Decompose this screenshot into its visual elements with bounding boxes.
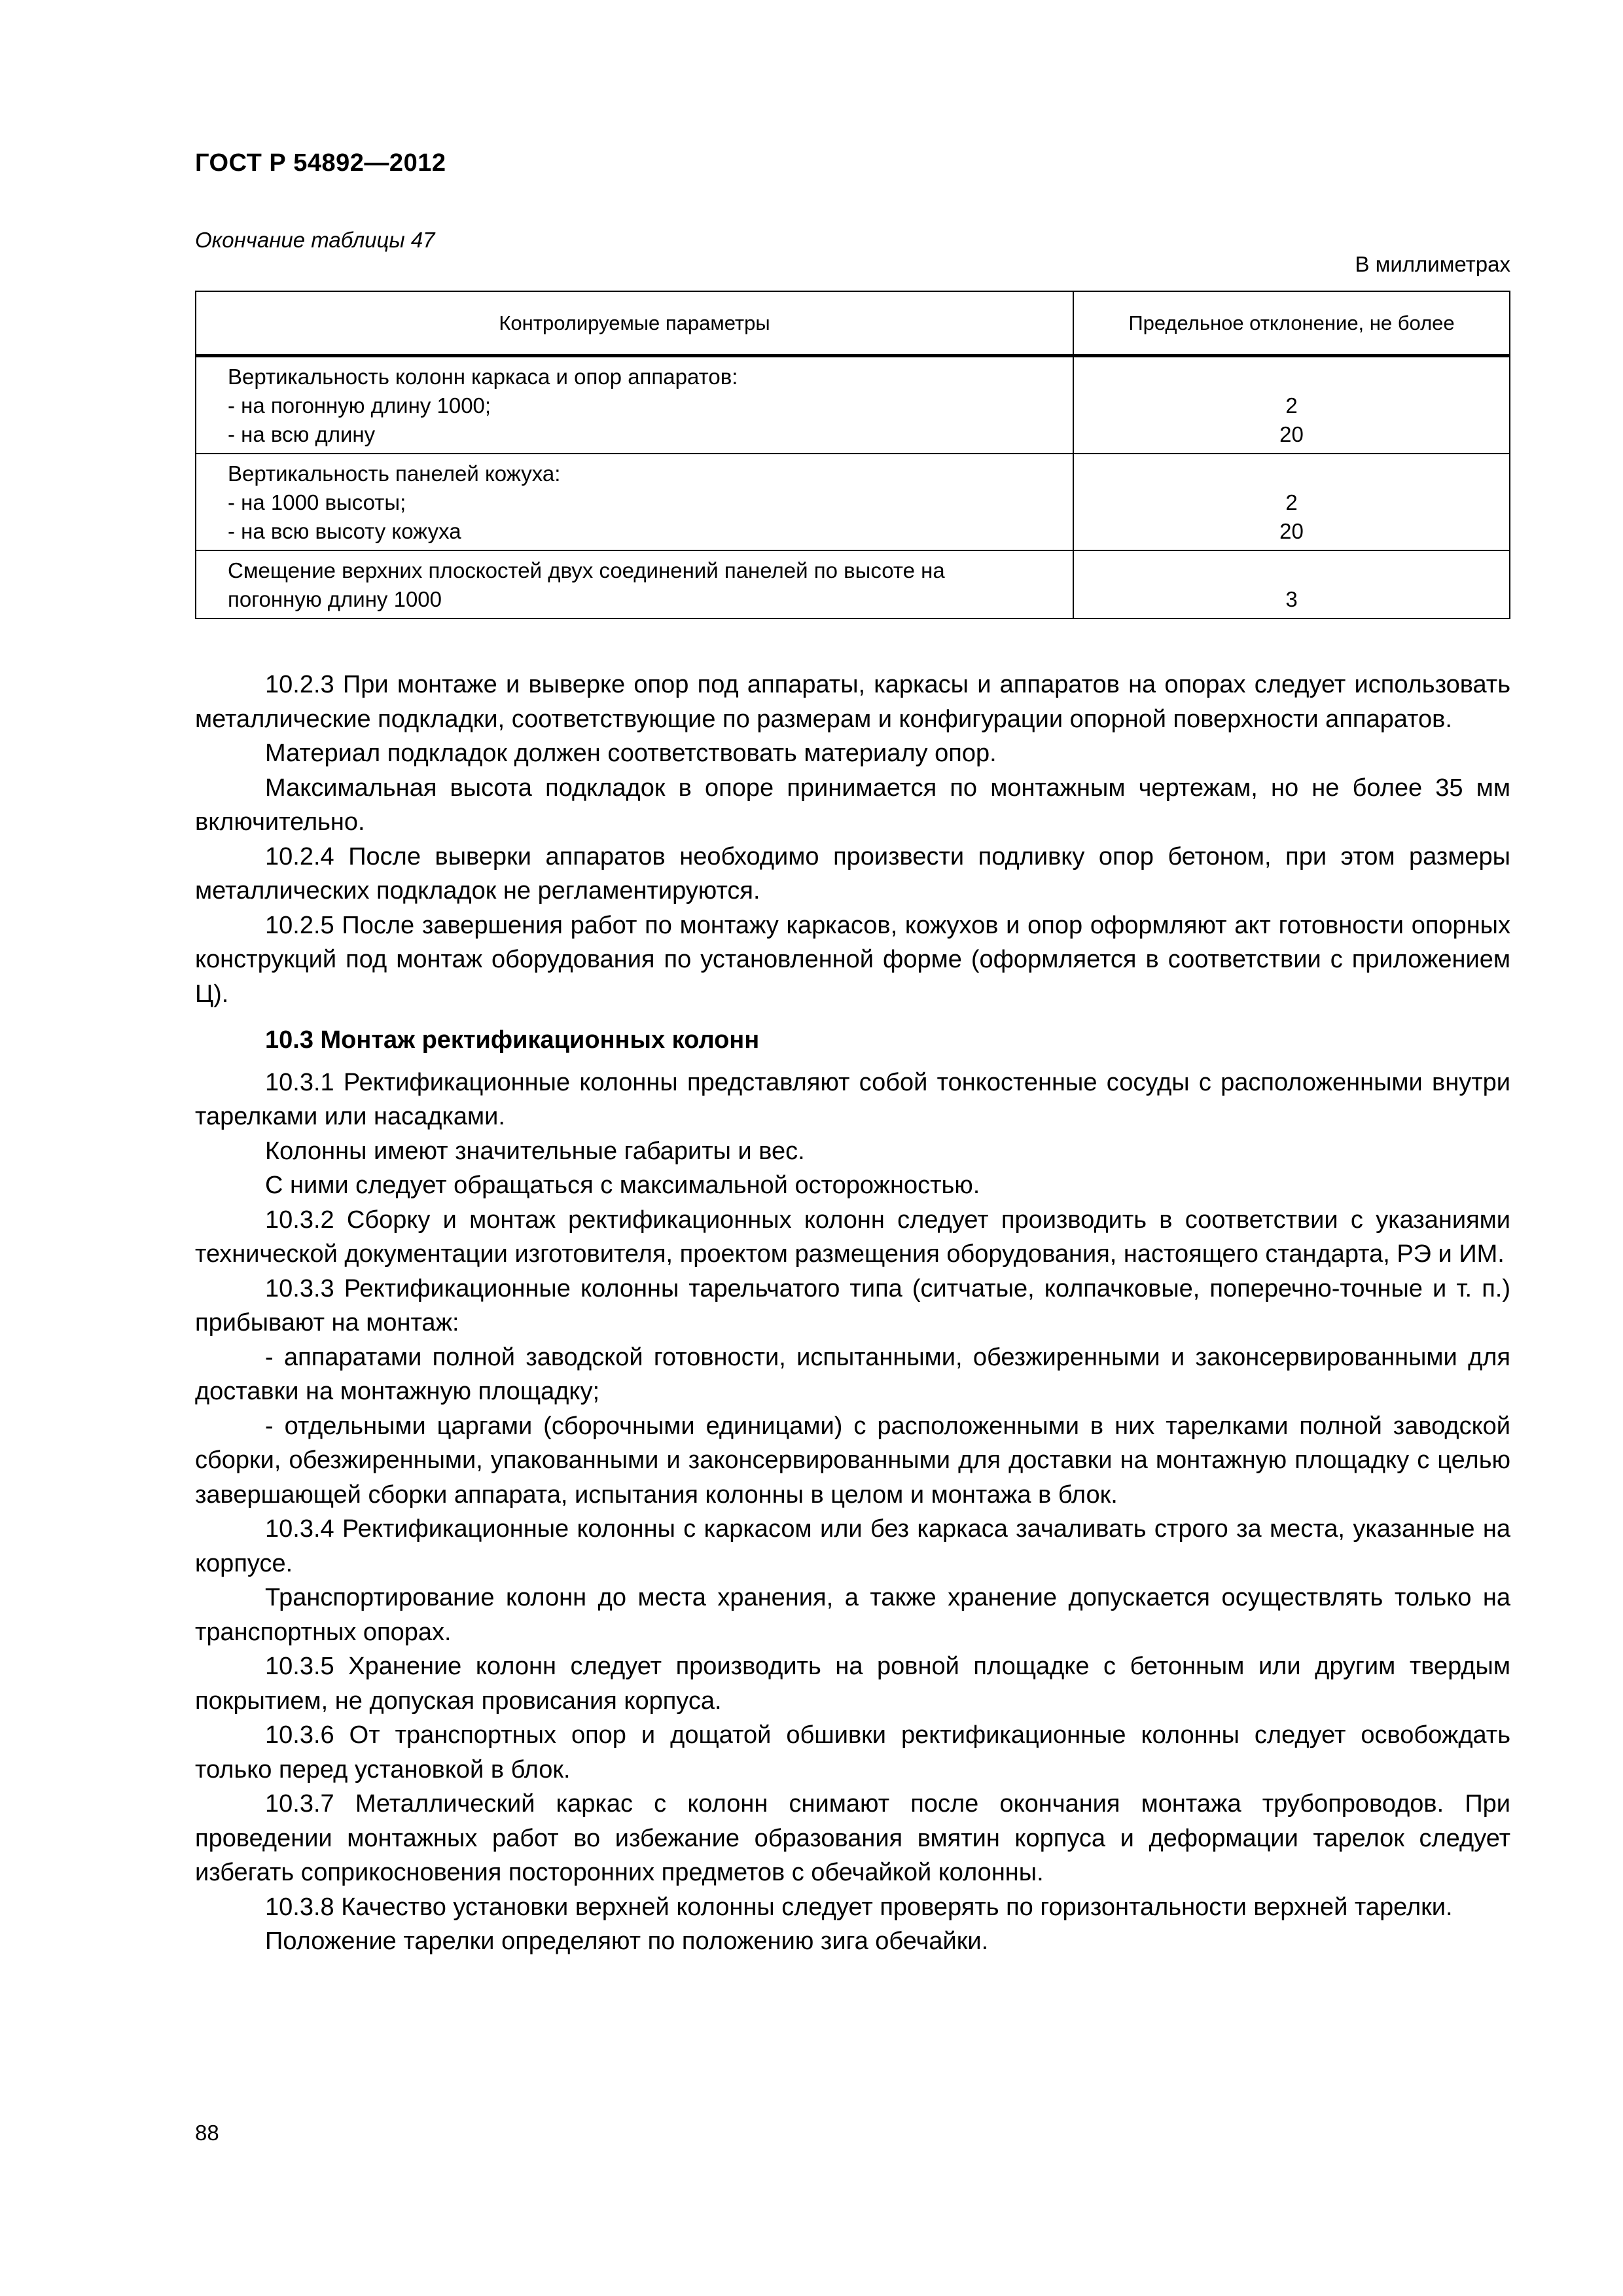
paragraph: 10.3.1 Ректификационные колонны представляют собой тонкостенные сосуды с расположенными внутри тарелками или насадками. (195, 1068, 1510, 1130)
tolerance-line (1074, 459, 1509, 488)
table-header-row (196, 291, 1510, 356)
parameter-cell (196, 454, 1073, 550)
table-row (196, 550, 1510, 619)
tolerance-table (195, 291, 1510, 619)
body-text (195, 668, 1510, 1959)
tolerance-line: 20 (1279, 519, 1304, 543)
paragraph: Материал подкладок должен соответствовать материалу опор. (265, 740, 997, 767)
column-header-parameters: Контролируемые параметры (196, 291, 1073, 356)
column-header-tolerance: Предельное отклонение, не более (1073, 291, 1510, 356)
table-row (196, 356, 1510, 454)
paragraph: 10.3.3 Ректификационные колонны тарельчатого типа (ситчатые, колпачковые, поперечно-точные и т. п.) прибывают на монтаж: (195, 1274, 1510, 1336)
paragraph: 10.3.2 Сборку и монтаж ректификационных колонн следует производить в соответствии с указаниями технической документации изготовителя, проектом размещения оборудования, настоящего стандарта, РЭ и ИМ. (195, 1206, 1510, 1268)
tolerance-line (1074, 556, 1509, 585)
paragraph: - отдельными царгами (сборочными единицами) с расположенными в них тарелками полной заводской сборки, обезжиренными, упакованными и законсервированными для доставки на монтажную площадку с целью завершающей сборки аппарата, испытания колонны в целом и монтажа в блок. (195, 1412, 1510, 1509)
parameter-line: - на всю высоту кожуха (228, 519, 461, 543)
tolerance-cell (1073, 356, 1510, 454)
section-heading: 10.3 Монтаж ректификационных колонн (265, 1026, 760, 1054)
paragraph: 10.3.7 Металлический каркас с колонн снимают после окончания монтажа трубопроводов. При проведении монтажных работ во избежание образования вмятин корпуса и деформации тарелок следует избегать соприкосновения посторонних предметов с обечайкой колонны. (195, 1790, 1510, 1886)
tolerance-line: 2 (1285, 490, 1298, 514)
table-row (196, 454, 1510, 550)
page-number: 88 (195, 2121, 219, 2145)
paragraph: 10.3.6 От транспортных опор и дощатой обшивки ректификационные колонны следует освобождать только перед установкой в блок. (195, 1721, 1510, 1784)
paragraph: - аппаратами полной заводской готовности, испытанными, обезжиренными и законсервированными для доставки на монтажную площадку; (195, 1343, 1510, 1405)
paragraph: 10.3.5 Хранение колонн следует производить на ровной площадке с бетонным или другим твердым покрытием, не допуская провисания корпуса. (195, 1653, 1510, 1715)
parameter-line: Вертикальность панелей кожуха: (228, 461, 561, 486)
tolerance-line (1074, 363, 1509, 391)
document-code: ГОСТ Р 54892—2012 (195, 149, 446, 177)
parameter-cell (196, 550, 1073, 619)
paragraph: 10.3.4 Ректификационные колонны с каркасом или без каркаса зачаливать строго за места, указанные на корпусе. (195, 1515, 1510, 1577)
parameter-line: - на всю длину (228, 422, 376, 446)
table-caption: Окончание таблицы 47 (195, 228, 435, 252)
tolerance-line: 3 (1285, 587, 1298, 611)
paragraph: С ними следует обращаться с максимальной осторожностью. (265, 1172, 980, 1199)
paragraph: Колонны имеют значительные габариты и вес. (265, 1137, 805, 1165)
paragraph: 10.2.5 После завершения работ по монтажу каркасов, кожухов и опор оформляют акт готовности опорных конструкций под монтаж оборудования по установленной форме (оформляется в соответствии с приложением Ц). (195, 911, 1510, 1008)
parameter-line: - на погонную длину 1000; (228, 393, 491, 418)
paragraph: Максимальная высота подкладок в опоре принимается по монтажным чертежам, но не более 35 мм включительно. (195, 774, 1510, 836)
paragraph: 10.2.3 При монтаже и выверке опор под аппараты, каркасы и аппаратов на опорах следует использовать металлические подкладки, соответствующие по размерам и конфигурации опорной поверхности аппаратов. (195, 671, 1510, 733)
tolerance-cell (1073, 454, 1510, 550)
paragraph: Положение тарелки определяют по положению зига обечайки. (265, 1928, 989, 1955)
paragraph: 10.2.4 После выверки аппаратов необходимо произвести подливку опор бетоном, при этом размеры металлических подкладок не регламентируются. (195, 842, 1510, 905)
parameter-line: погонную длину 1000 (228, 587, 442, 611)
parameter-line: Смещение верхних плоскостей двух соединений панелей по высоте на (228, 558, 945, 583)
table-units: В миллиметрах (1355, 252, 1510, 276)
tolerance-line: 20 (1279, 422, 1304, 446)
tolerance-line: 2 (1285, 393, 1298, 418)
tolerance-cell (1073, 550, 1510, 619)
parameter-line: Вертикальность колонн каркаса и опор аппаратов: (228, 365, 738, 389)
paragraph: Транспортирование колонн до места хранения, а также хранение допускается осуществлять только на транспортных опорах. (195, 1584, 1510, 1646)
parameter-cell (196, 356, 1073, 454)
paragraph: 10.3.8 Качество установки верхней колонны следует проверять по горизонтальности верхней тарелки. (265, 1893, 1453, 1921)
parameter-line: - на 1000 высоты; (228, 490, 406, 514)
